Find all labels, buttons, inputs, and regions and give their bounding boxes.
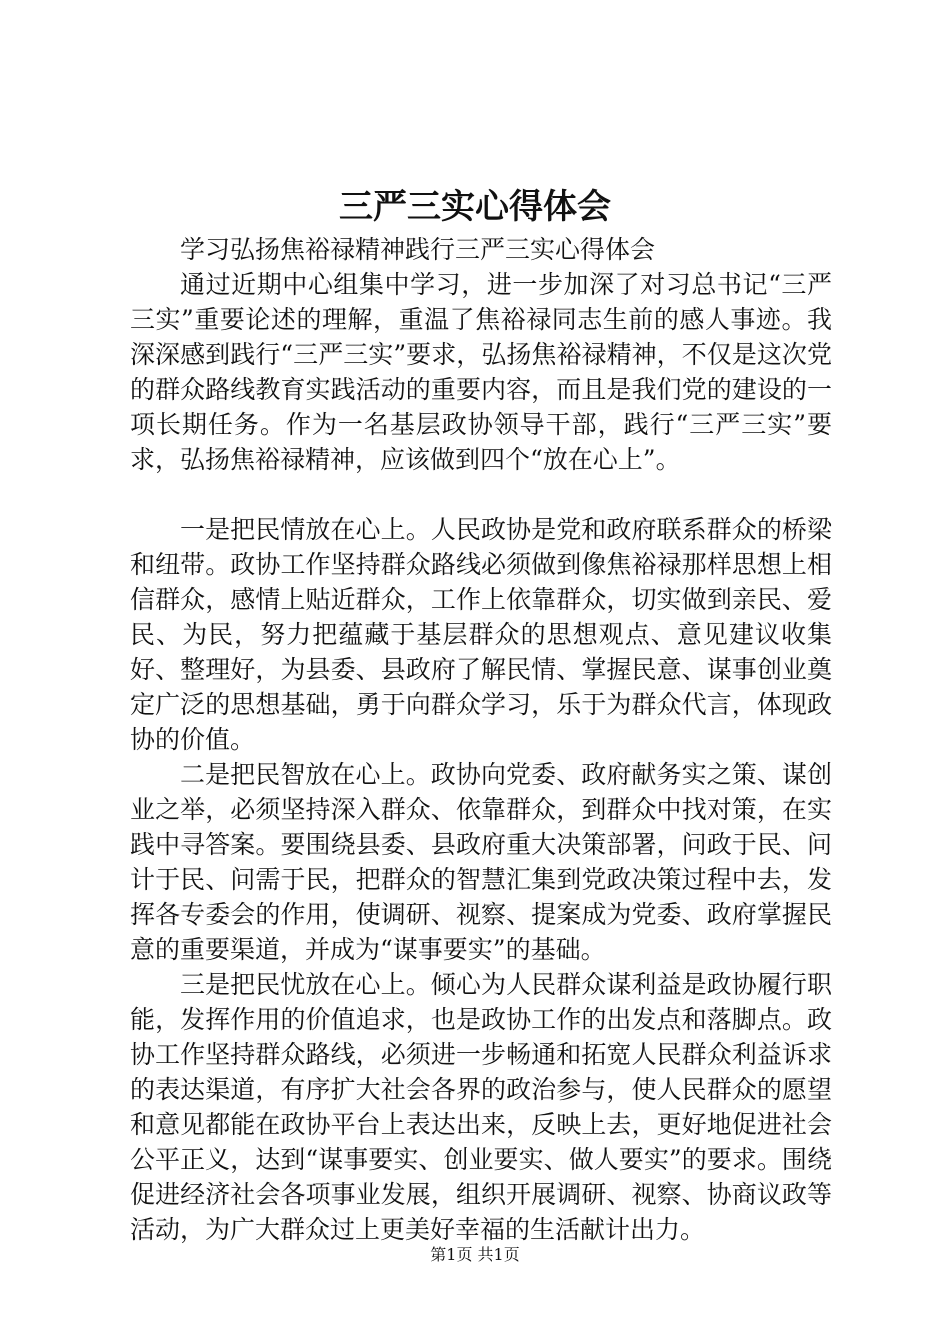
document-subtitle: 学习弘扬焦裕禄精神践行三严三实心得体会	[180, 235, 656, 264]
paragraph-spacer	[130, 477, 832, 512]
paragraph-point-three: 三是把民忧放在心上。倾心为人民群众谋利益是政协履行职能，发挥作用的价值追求，也是政协工作的出发点和落脚点。政协工作坚持群众路线，必须进一步畅通和拓宽人民群众利益诉求的表达渠道，有序扩大社会各界的政治参与，使人民群众的愿望和意见都能在政协平台上表达出来，反映上去，更好地促进社会公平正义，达到“谋事要实、创业要实、做人要实”的要求。围绕促进经济社会各项事业发展，组织开展调研、视察、协商议政等活动，为广大群众过上更美好幸福的生活献计出力。	[130, 970, 832, 1244]
paragraph-point-two: 二是把民智放在心上。政协向党委、政府献务实之策、谋创业之举，必须坚持深入群众、依靠群众，到群众中找对策，在实践中寻答案。要围绕县委、县政府重大决策部署，问政于民、问计于民、问需于民，把群众的智慧汇集到党政决策过程中去，发挥各专委会的作用，使调研、视察、提案成为党委、政府掌握民意的重要渠道，并成为“谋事要实”的基础。	[130, 760, 832, 964]
document-title: 三严三实心得体会	[339, 187, 611, 227]
paragraph-point-one: 一是把民情放在心上。人民政协是党和政府联系群众的桥梁和纽带。政协工作坚持群众路线必须做到像焦裕禄那样思想上相信群众，感情上贴近群众，工作上依靠群众，切实做到亲民、爱民、为民，努力把蕴藏于基层群众的思想观点、意见建议收集好、整理好，为县委、县政府了解民情、掌握民意、谋事创业奠定广泛的思想基础，勇于向群众学习，乐于为群众代言，体现政协的价值。	[130, 515, 832, 754]
page-number-footer: 第1页 共1页	[430, 1245, 520, 1264]
document-body	[130, 232, 832, 1247]
paragraph-intro: 通过近期中心组集中学习，进一步加深了对习总书记“三严三实”重要论述的理解，重温了焦裕禄同志生前的感人事迹。我深深感到践行“三严三实”要求，弘扬焦裕禄精神，不仅是这次党的群众路线教育实践活动的重要内容，而且是我们党的建设的一项长期任务。作为一名基层政协领导干部，践行“三严三实”要求，弘扬焦裕禄精神，应该做到四个“放在心上”。	[130, 270, 832, 474]
